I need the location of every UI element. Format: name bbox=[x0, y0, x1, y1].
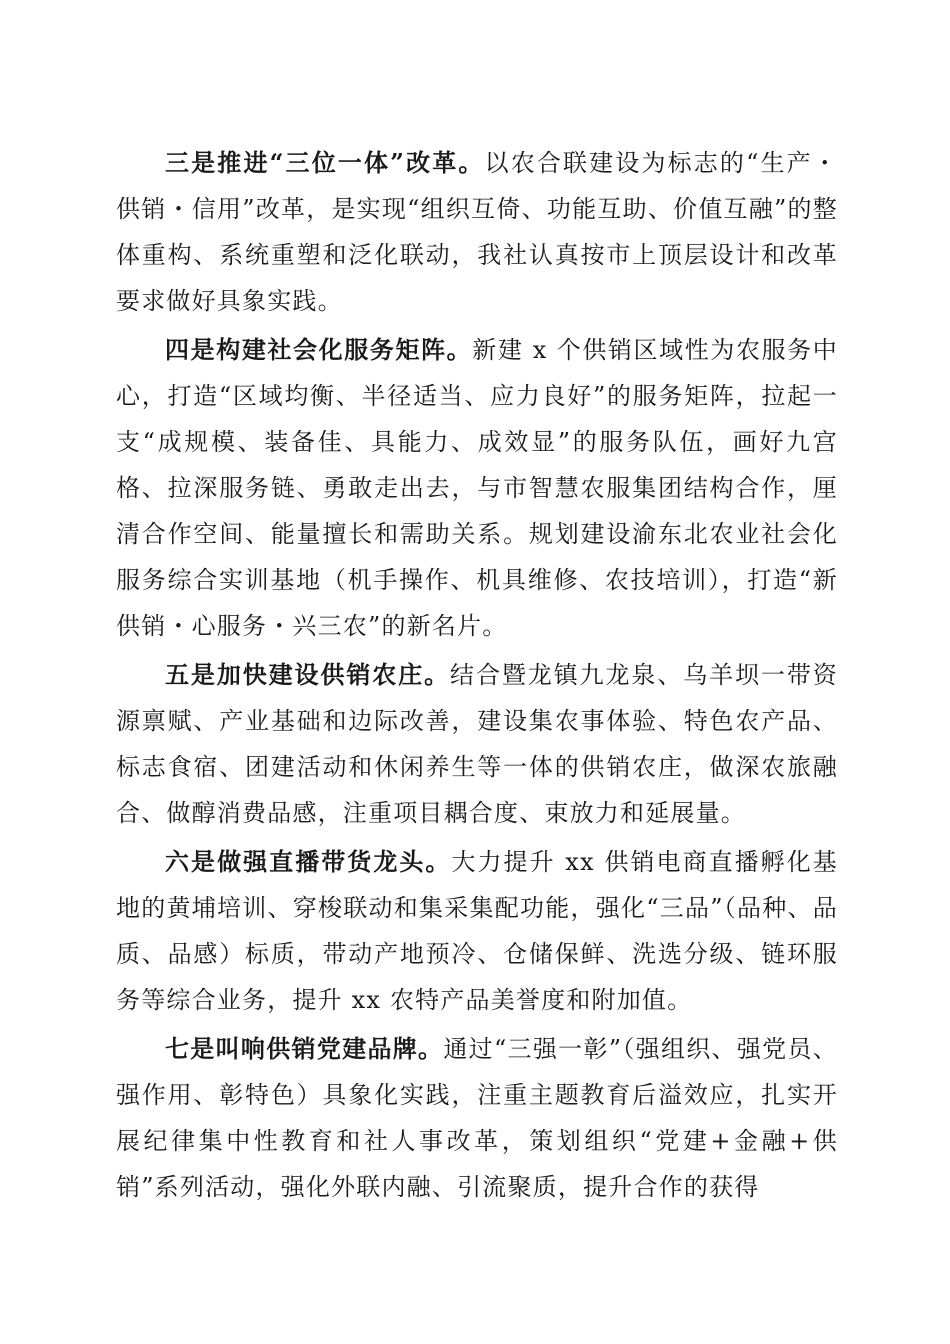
paragraph-lead: 七是叫响供销党建品牌。 bbox=[165, 1034, 444, 1063]
paragraph-text: 大力提升 xx 供销电商直播孵化基地的黄埔培训、穿梭联动和集采集配功能，强化“三品”（品种、品质、品感）标质，带动产地预冷、仓储保鲜、洗选分级、链环服务等综合业务，提升 xx 农特产品美誉度和附加值。 bbox=[116, 848, 838, 1014]
paragraph-lead: 三是推进“三位一体”改革。 bbox=[165, 148, 485, 177]
paragraph-text: 结合暨龙镇九龙泉、乌羊坝一带资源禀赋、产业基础和边际改善，建设集农事体验、特色农产品、标志食宿、团建活动和休闲养生等一体的供销农庄，做深农旅融合、做醇消费品感，注重项目耦合度、束放力和延展量。 bbox=[116, 661, 838, 827]
paragraph-service-matrix bbox=[116, 327, 838, 649]
paragraph-lead: 五是加快建设供销农庄。 bbox=[165, 660, 451, 689]
paragraph-farm bbox=[116, 652, 838, 836]
document-body bbox=[116, 140, 838, 1213]
paragraph-text: 新建 x 个供销区域性为农服务中心，打造“区域均衡、半径适当、应力良好”的服务矩阵，拉起一支“成规模、装备佳、具能力、成效显”的服务队伍，画好九宫格、拉深服务链、勇敢走出去，与市智慧农服集团结构合作，厘清合作空间、能量擅长和需助关系。规划建设渝东北农业社会化服务综合实训基地（机手操作、机具维修、农技培训），打造“新供销・心服务・兴三农”的新名片。 bbox=[116, 336, 838, 640]
paragraph-lead: 四是构建社会化服务矩阵。 bbox=[165, 335, 473, 364]
paragraph-text: 通过“三强一彰”（强组织、强党员、强作用、彰特色）具象化实践，注重主题教育后溢效应，扎实开展纪律集中性教育和社人事改革，策划组织“党建+金融+供销”系列活动，强化外联内融、引流聚质，提升合作的获得 bbox=[116, 1035, 838, 1201]
paragraph-text: 以农合联建设为标志的“生产・供销・信用”改革，是实现“组织互倚、功能互助、价值互融”的整体重构、系统重塑和泛化联动，我社认真按市上顶层设计和改革要求做好具象实践。 bbox=[116, 149, 838, 315]
paragraph-livestream bbox=[116, 839, 838, 1023]
paragraph-reform bbox=[116, 140, 838, 324]
paragraph-lead: 六是做强直播带货龙头。 bbox=[165, 847, 452, 876]
paragraph-party-brand bbox=[116, 1026, 838, 1210]
